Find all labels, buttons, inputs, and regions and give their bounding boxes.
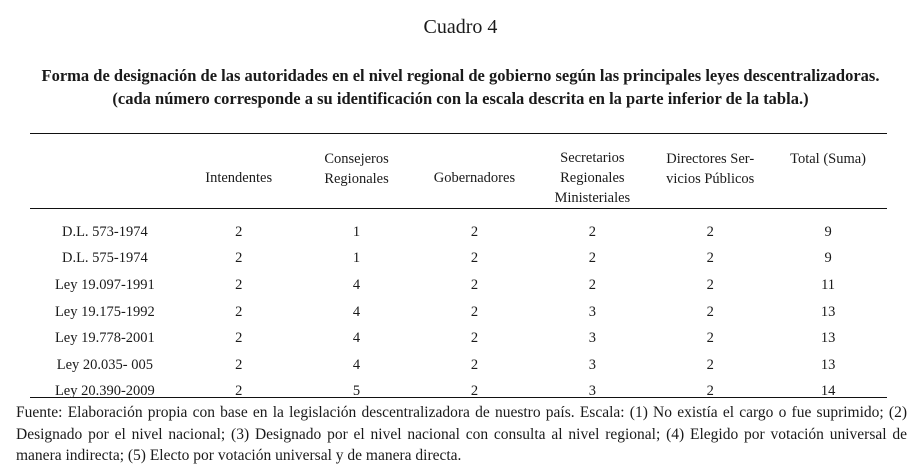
row-label: D.L. 573-1974	[61, 223, 148, 240]
row-label: Ley 19.097-1991	[54, 276, 155, 293]
table-cell: 4	[352, 303, 361, 320]
table-subtitle-note: (cada número corresponde a su identificación con la escala descrita en la parte inferior de la tabla.)	[112, 89, 809, 108]
table-cell: 2	[706, 303, 714, 320]
table-cell: 2	[588, 250, 596, 267]
row-label: Ley 20.035- 005	[56, 356, 153, 373]
table-title: Cuadro 4	[423, 16, 498, 38]
column-header: Gobernadores	[433, 169, 516, 186]
header-row	[30, 136, 887, 219]
table-cell: 11	[821, 276, 836, 293]
column-header	[30, 136, 180, 219]
table-cell: 2	[706, 383, 714, 400]
table-cell: 3	[588, 383, 596, 400]
table-cell: 13	[820, 330, 836, 347]
column-header: Secretarios Regionales Ministeriales	[554, 149, 631, 206]
table-cell: 14	[820, 383, 836, 400]
table-cell: 2	[235, 383, 243, 400]
table-cell: 5	[352, 383, 361, 400]
footnote: Fuente: Elaboración propia con base en la legislación descentralizadora de nuestro país. Escala: (1) No existía el cargo o fue suprimido; (2) Designado por el nivel nacional; (3) Designado por el nivel nacional con consulta al nivel regional; (4) Elegido por votación universal de manera indirecta; (5) Electo por votación universal y de manera directa.	[16, 404, 907, 464]
table-subtitle: Forma de designación de las autoridades en el nivel regional de gobierno según las principales leyes descentralizadoras.	[41, 66, 880, 85]
table-row	[30, 325, 887, 352]
table-cell: 2	[470, 356, 479, 373]
table-cell: 2	[235, 330, 243, 347]
table-row	[30, 219, 887, 246]
table-cell: 2	[588, 223, 596, 240]
table-cell: 4	[352, 330, 361, 347]
table-row	[30, 272, 887, 299]
table-cell: 2	[470, 250, 479, 267]
table-cell: 2	[470, 276, 479, 293]
table-cell: 4	[352, 276, 361, 293]
column-header: Intendentes	[205, 169, 273, 186]
table-cell: 3	[588, 356, 596, 373]
row-label: Ley 20.390-2009	[54, 383, 155, 400]
table-cell: 2	[706, 250, 714, 267]
table-cell: 2	[235, 223, 243, 240]
table-cell: 9	[824, 223, 832, 240]
data-table	[30, 136, 887, 405]
table-cell: 2	[588, 276, 596, 293]
table-cell: 2	[470, 330, 479, 347]
table-cell: 2	[706, 276, 714, 293]
table-row	[30, 246, 887, 273]
column-header: Directores Ser-vicios Públicos	[666, 151, 755, 187]
row-label: D.L. 575-1974	[61, 250, 148, 267]
table-cell: 2	[470, 303, 479, 320]
row-label: Ley 19.175-1992	[54, 303, 155, 320]
table-cell: 13	[820, 356, 836, 373]
table-cell: 9	[824, 250, 832, 267]
table-cell: 1	[352, 250, 361, 267]
column-header: Total (Suma)	[790, 151, 867, 167]
table-cell: 2	[235, 356, 243, 373]
table-cell: 13	[820, 303, 836, 320]
top-rule	[30, 133, 887, 134]
table-row	[30, 352, 887, 379]
table-row	[30, 299, 887, 326]
table-cell: 2	[706, 330, 714, 347]
table-cell: 2	[235, 250, 243, 267]
table-cell: 1	[352, 223, 361, 240]
table-cell: 2	[235, 303, 243, 320]
table-cell: 2	[235, 276, 243, 293]
table-cell: 2	[470, 223, 479, 240]
table-cell: 3	[588, 303, 596, 320]
table-cell: 3	[588, 330, 596, 347]
table-cell: 2	[706, 356, 714, 373]
table-cell: 4	[352, 356, 361, 373]
row-label: Ley 19.778-2001	[54, 330, 155, 347]
column-header: Consejeros Regionales	[324, 151, 389, 187]
table-cell: 2	[706, 223, 714, 240]
table-cell: 2	[470, 383, 479, 400]
